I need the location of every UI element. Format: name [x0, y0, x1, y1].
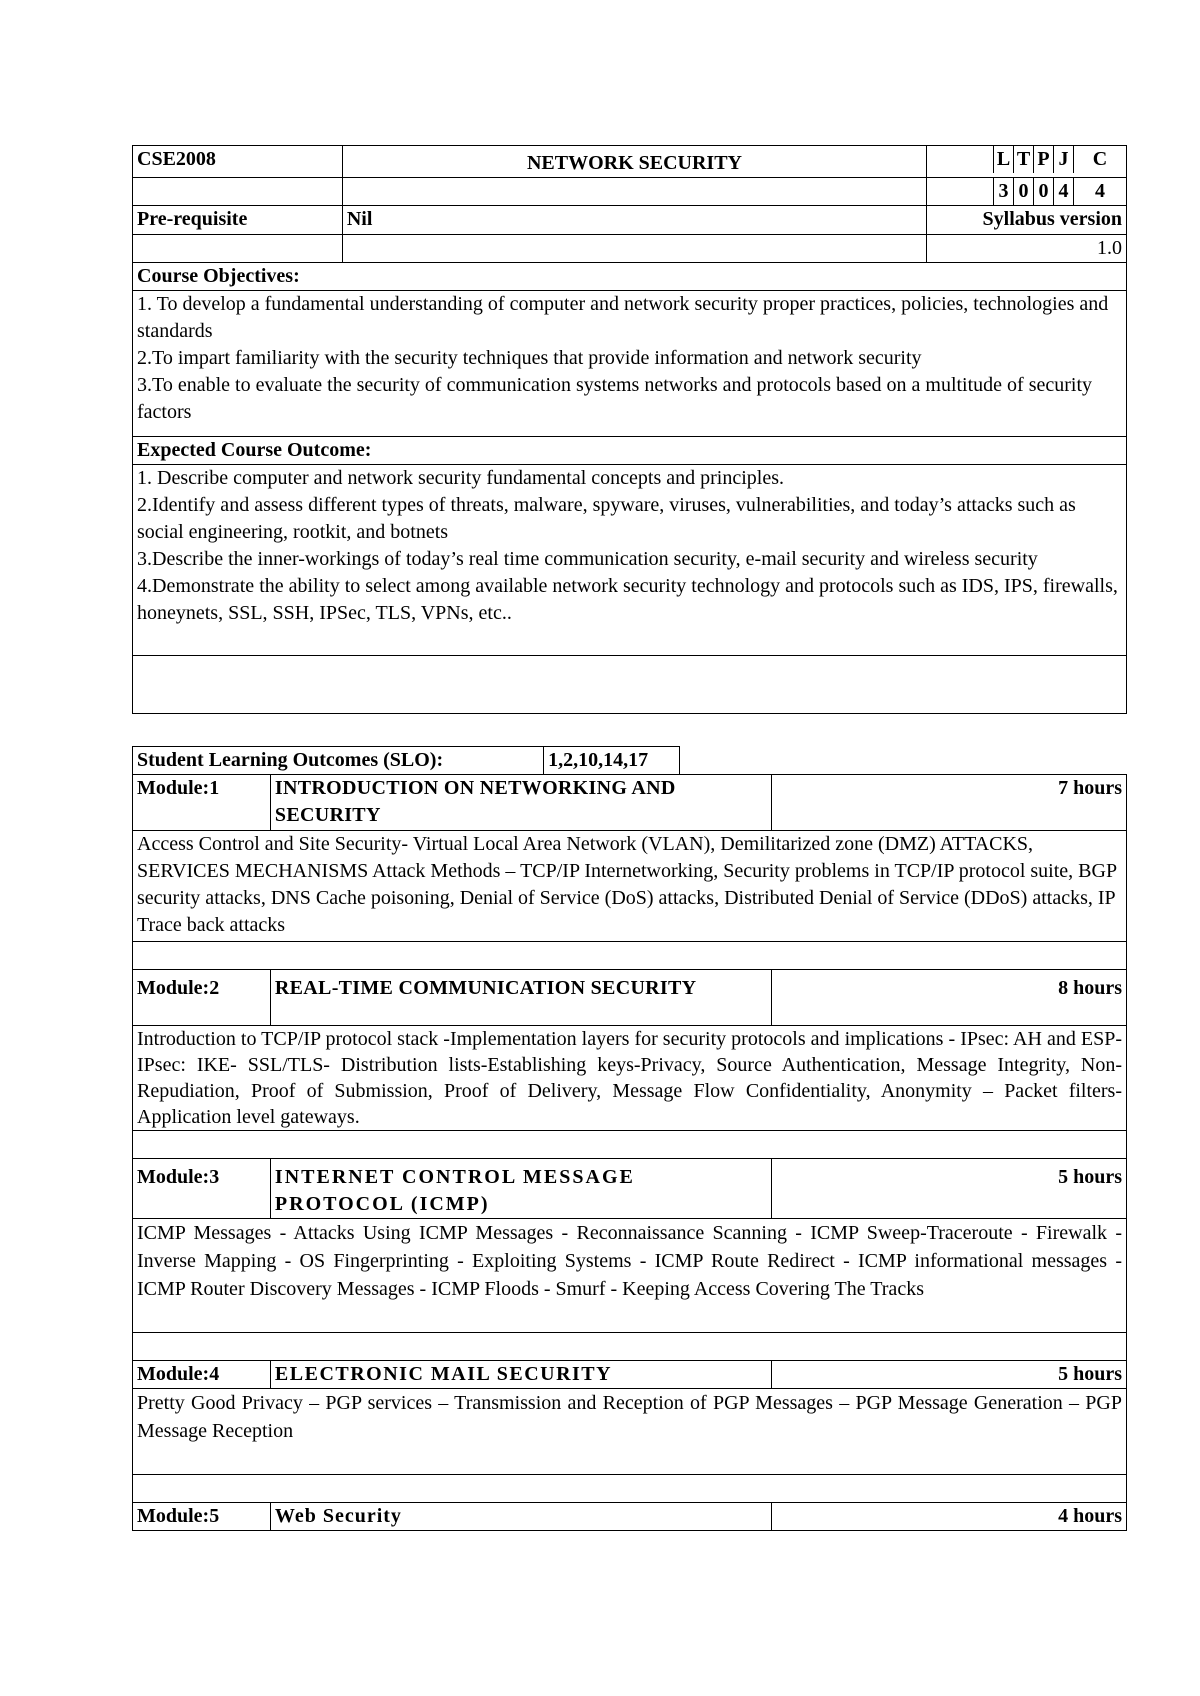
outcome-item: 1. Describe computer and network security fundamental concepts and principles. — [137, 467, 785, 489]
slo-label: Student Learning Outcomes (SLO): — [133, 747, 544, 775]
objective-item: 2.To impart familiarity with the security techniques that provide information and network security — [137, 347, 922, 369]
spacer-row — [133, 656, 1127, 714]
ltpjc-value: 3 — [994, 178, 1014, 205]
ltpjc-label: P — [1034, 146, 1054, 173]
ltpjc-label: T — [1014, 146, 1034, 173]
ltpjc-value: 4 — [1074, 178, 1127, 205]
objectives-list — [133, 291, 1127, 437]
ltpjc-value: 0 — [1014, 178, 1034, 205]
spacer-row — [133, 1131, 1127, 1159]
ltpjc-labels — [993, 146, 1126, 173]
module-content: Introduction to TCP/IP protocol stack -Implementation layers for security protocols and implications - IPsec: AH and ESP- IPsec: IKE- SSL/TLS- Distribution lists-Establishing keys-Privacy, Source Authentication, Message Integrity, Non-Repudiation, Proof of Submission, Proof of Delivery, Message Flow Confidentiality, Anonymity – Packet filters-Application level gateways. — [133, 1026, 1127, 1131]
module-content: Pretty Good Privacy – PGP services – Transmission and Reception of PGP Messages – PGP Message Generation – PGP Message Reception — [133, 1389, 1127, 1475]
course-header-table — [132, 145, 1127, 714]
course-title: NETWORK SECURITY — [342, 146, 926, 178]
ltpjc-label: L — [994, 146, 1014, 173]
module-hours: 5 hours — [772, 1159, 1127, 1219]
module-label: Module:3 — [133, 1159, 271, 1219]
outcome-item: 2.Identify and assess different types of threats, malware, spyware, viruses, vulnerabilities, and today’s attacks such as social engineering, rootkit, and botnets — [137, 494, 1076, 543]
spacer-row — [133, 1333, 1127, 1361]
slo-value: 1,2,10,14,17 — [544, 747, 680, 775]
syllabus-version-label: Syllabus version — [927, 206, 1127, 235]
module-label: Module:5 — [133, 1503, 271, 1531]
outcome-item: 3.Describe the inner-workings of today’s real time communication security, e-mail security and wireless security — [137, 548, 1038, 570]
module-title: ELECTRONIC MAIL SECURITY — [270, 1361, 772, 1389]
spacer-row — [133, 1475, 1127, 1503]
ltpjc-value: 4 — [1054, 178, 1074, 205]
module-title: INTERNET CONTROL MESSAGE PROTOCOL (ICMP) — [270, 1159, 772, 1219]
prereq-value: Nil — [342, 206, 926, 235]
objective-item: 3.To enable to evaluate the security of communication systems networks and protocols based on a multitude of security factors — [137, 374, 1093, 423]
module-hours: 8 hours — [772, 970, 1127, 1026]
module-label: Module:4 — [133, 1361, 271, 1389]
module-label: Module:1 — [133, 775, 271, 831]
module-title: INTRODUCTION ON NETWORKING AND SECURITY — [270, 775, 772, 831]
prereq-label: Pre-requisite — [133, 206, 343, 235]
outcome-item: 4.Demonstrate the ability to select among available network security technology and protocols such as IDS, IPS, firewalls, honeynets, SSL, SSH, IPSec, TLS, VPNs, etc.. — [137, 575, 1118, 624]
module-hours: 7 hours — [772, 775, 1127, 831]
module-hours: 4 hours — [772, 1503, 1127, 1531]
module-hours: 5 hours — [772, 1361, 1127, 1389]
module-title: REAL-TIME COMMUNICATION SECURITY — [270, 970, 772, 1026]
outcomes-list — [133, 465, 1127, 656]
outcomes-heading: Expected Course Outcome: — [133, 437, 1127, 465]
module-content: ICMP Messages - Attacks Using ICMP Messages - Reconnaissance Scanning - ICMP Sweep-Traceroute - Firewalk - Inverse Mapping - OS Fingerprinting - Exploiting Systems - ICMP Route Redirect - ICMP informational messages - ICMP Router Discovery Messages - ICMP Floods - Smurf - Keeping Access Covering The Tracks — [133, 1219, 1127, 1333]
objective-item: 1. To develop a fundamental understanding of computer and network security proper practices, policies, technologies and standards — [137, 293, 1109, 342]
modules-table — [132, 774, 1127, 1531]
module-title: Web Security — [270, 1503, 772, 1531]
course-code: CSE2008 — [133, 146, 343, 178]
module-label: Module:2 — [133, 970, 271, 1026]
ltpjc-label: C — [1074, 146, 1127, 173]
syllabus-version-value: 1.0 — [927, 235, 1127, 263]
ltpjc-values — [993, 178, 1126, 205]
slo-table — [132, 746, 680, 775]
module-content: Access Control and Site Security- Virtual Local Area Network (VLAN), Demilitarized zone (DMZ) ATTACKS, SERVICES MECHANISMS Attack Methods – TCP/IP Internetworking, Security problems in TCP/IP protocol suite, BGP security attacks, DNS Cache poisoning, Denial of Service (DoS) attacks, Distributed Denial of Service (DDoS) attacks, IP Trace back attacks — [133, 831, 1127, 942]
ltpjc-value: 0 — [1034, 178, 1054, 205]
spacer-row — [133, 942, 1127, 970]
objectives-heading: Course Objectives: — [133, 263, 1127, 291]
ltpjc-label: J — [1054, 146, 1074, 173]
